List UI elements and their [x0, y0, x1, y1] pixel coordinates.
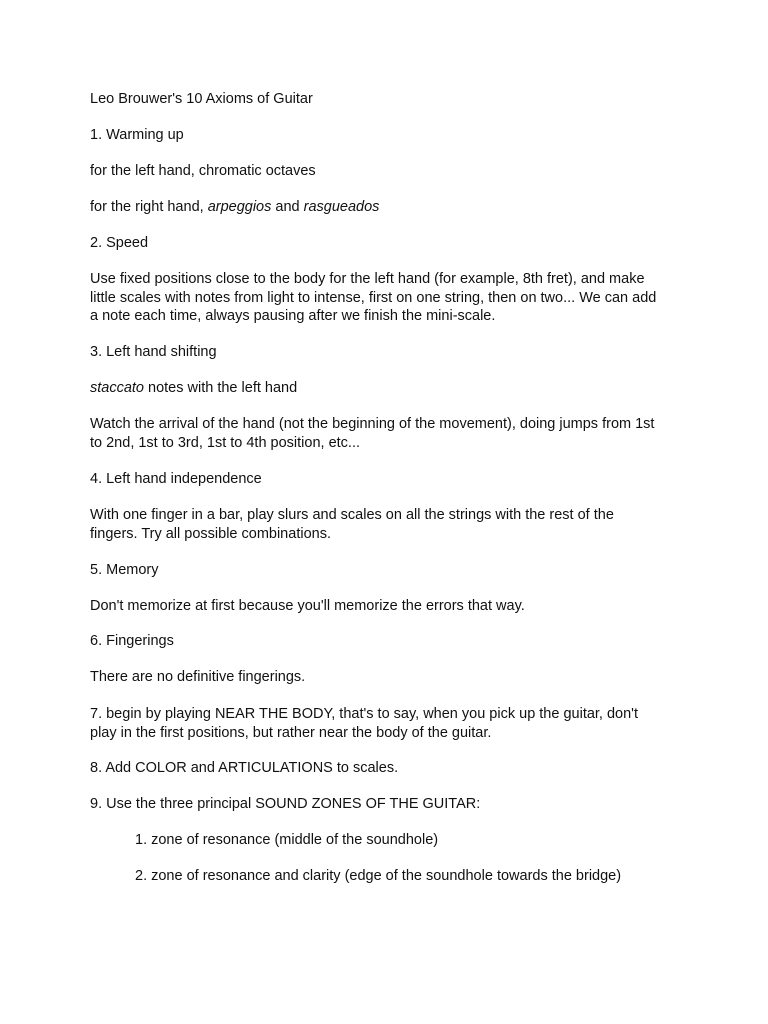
paragraph-right-hand [90, 198, 690, 217]
paragraph-line: little scales with notes from light to intense, first on one string, then on two... We can add [90, 289, 657, 306]
list-item-zone-1: 1. zone of resonance (middle of the soundhole) [135, 832, 439, 848]
paragraph-staccato [90, 379, 690, 398]
paragraph-line: Watch the arrival of the hand (not the beginning of the movement), doing jumps from 1st [90, 416, 655, 432]
document-title: Leo Brouwer's 10 Axioms of Guitar [90, 91, 313, 107]
paragraph-line: to 2nd, 1st to 3rd, 1st to 4th position, etc... [90, 434, 361, 451]
section-heading-independence: 4. Left hand independence [90, 471, 262, 487]
paragraph-line: fingers. Try all possible combinations. [90, 525, 331, 542]
text-run: notes with the left hand [144, 380, 298, 396]
paragraph-line: 7. begin by playing NEAR THE BODY, that's to say, when you pick up the guitar, don't [90, 706, 638, 722]
section-heading-speed: 2. Speed [90, 235, 149, 251]
paragraph-color-articulations: 8. Add COLOR and ARTICULATIONS to scales. [90, 760, 399, 776]
list-item-zone-2: 2. zone of resonance and clarity (edge of the soundhole towards the bridge) [135, 868, 622, 884]
section-heading-warming-up: 1. Warming up [90, 127, 184, 143]
paragraph-line: a note each time, always pausing after we finish the mini-scale. [90, 308, 496, 324]
paragraph-near-the-body [90, 705, 690, 742]
text-run-italic-rasgueados: rasgueados [303, 199, 380, 215]
paragraph-speed [90, 270, 690, 326]
paragraph-sound-zones: 9. Use the three principal SOUND ZONES OF THE GUITAR: [90, 796, 481, 812]
section-heading-fingerings: 6. Fingerings [90, 633, 174, 649]
section-heading-left-hand-shifting: 3. Left hand shifting [90, 344, 217, 360]
paragraph-independence [90, 506, 690, 543]
text-run: and [271, 199, 304, 215]
paragraph-shifting [90, 415, 690, 452]
text-run-italic-staccato: staccato [90, 380, 144, 396]
paragraph-line: Use fixed positions close to the body for the left hand (for example, 8th fret), and make [90, 271, 645, 287]
paragraph-left-hand: for the left hand, chromatic octaves [90, 163, 316, 179]
text-run-italic-arpeggios: arpeggios [207, 199, 272, 215]
text-run: for the right hand, [90, 199, 208, 215]
paragraph-fingerings: There are no definitive fingerings. [90, 669, 306, 685]
paragraph-memory: Don't memorize at first because you'll memorize the errors that way. [90, 598, 525, 614]
paragraph-line: With one finger in a bar, play slurs and scales on all the strings with the rest of the [90, 507, 614, 523]
section-heading-memory: 5. Memory [90, 562, 159, 578]
paragraph-line: play in the first positions, but rather near the body of the guitar. [90, 724, 492, 741]
